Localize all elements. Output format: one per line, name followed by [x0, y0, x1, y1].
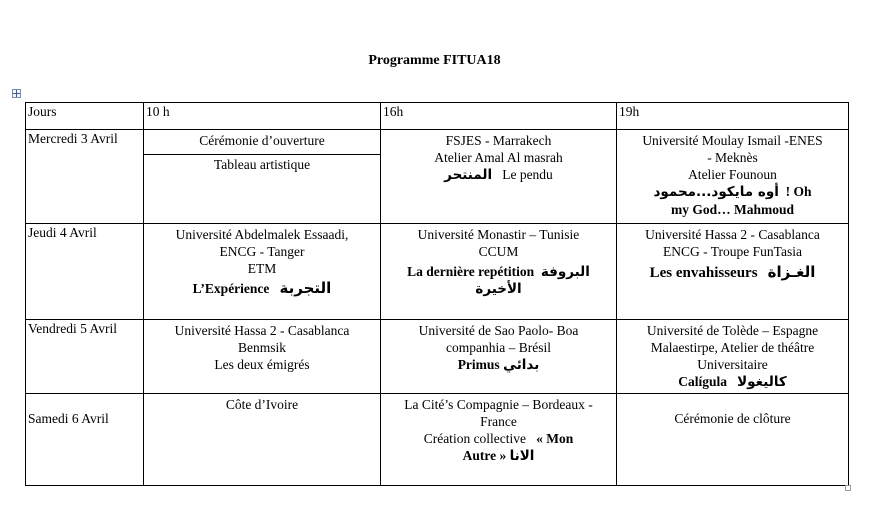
cell-line: FSJES - Marrakech — [445, 133, 552, 148]
play-title: Autre » — [462, 448, 507, 463]
play-title: my God… Mahmoud — [670, 202, 795, 217]
header-10h: 10 h — [144, 103, 381, 130]
play-title: Primus — [457, 357, 500, 372]
cell-line: ENCG - Tanger — [219, 244, 305, 259]
play-title: Calígula — [678, 374, 727, 389]
program-table — [25, 102, 849, 486]
cell-line: - Meknès — [707, 150, 758, 165]
cell-10h — [144, 130, 381, 224]
arabic-title: المنتحر — [444, 167, 493, 183]
cell-line: Malaestirpe, Atelier de théâtre — [650, 340, 815, 355]
cell-line: Création collective — [423, 431, 527, 446]
arabic-title: الانا — [509, 448, 535, 464]
header-16h: 16h — [381, 103, 617, 130]
cell-line: France — [480, 414, 517, 429]
cell-10h-top: Cérémonie d’ouverture — [144, 132, 380, 155]
cell-16h — [381, 224, 617, 320]
cell-line: Université Hassa 2 - Casablanca — [645, 227, 820, 242]
cell-line: companhia – Brésil — [446, 340, 551, 355]
cell-16h — [381, 130, 617, 224]
cell-10h-bottom: Tableau artistique — [213, 157, 311, 172]
cell-line: Benmsik — [237, 340, 286, 355]
day-cell: Samedi 6 Avril — [26, 394, 144, 486]
play-title: « Mon — [536, 431, 574, 446]
table-header-row — [26, 103, 849, 130]
play-title: La dernière repétition — [407, 264, 535, 279]
cell-line: ETM — [247, 261, 277, 276]
cell-line: Atelier Founoun — [688, 167, 777, 182]
day-cell: Vendredi 5 Avril — [26, 320, 144, 394]
table-row — [26, 224, 849, 320]
table-resize-handle-icon[interactable] — [845, 485, 851, 491]
cell-line: Université Hassa 2 - Casablanca — [174, 323, 350, 338]
cell-line: Atelier Amal Al masrah — [434, 150, 563, 165]
play-title: Les envahisseurs — [649, 265, 758, 281]
arabic-title: أوه مايكود...محمود — [653, 184, 779, 200]
cell-16h — [381, 320, 617, 394]
cell-16h — [381, 394, 617, 486]
play-title: Le pendu — [502, 167, 553, 182]
table-row — [26, 394, 849, 486]
cell-line: Université Moulay Ismail -ENES — [642, 133, 823, 148]
cell-line: ENCG - Troupe FunTasia — [663, 244, 802, 259]
arabic-title: الأخيرة — [475, 281, 522, 297]
arabic-title: التجربة — [279, 279, 332, 297]
cell-19h — [617, 130, 849, 224]
cell-line: Université de Sao Paolo- Boa — [418, 323, 579, 338]
cell-10h — [144, 224, 381, 320]
table-row — [26, 320, 849, 394]
cell-line: Universitaire — [697, 357, 768, 372]
day-cell: Mercredi 3 Avril — [26, 130, 144, 224]
play-title: L’Expérience — [192, 281, 270, 296]
arabic-title: كاليغولا — [737, 374, 787, 390]
cell-19h — [617, 320, 849, 394]
table-row — [26, 130, 849, 224]
cell-line: Université Monastir – Tunisie — [417, 227, 580, 242]
arabic-title: البروفة — [540, 264, 590, 280]
header-19h: 19h — [617, 103, 849, 130]
page-title: Programme FITUA18 — [368, 53, 501, 68]
cell-line: Université Abdelmalek Essaadi, — [175, 227, 349, 242]
arabic-title: الغـزاة — [767, 263, 816, 281]
cell-line: La Cité’s Compagnie – Bordeaux - — [404, 397, 593, 412]
cell-line: Université de Tolède – Espagne — [646, 323, 819, 338]
day-cell: Jeudi 4 Avril — [26, 224, 144, 320]
header-days: Jours — [26, 103, 144, 130]
cell-10h: Côte d’Ivoire — [144, 394, 381, 486]
table-move-handle-icon[interactable] — [12, 89, 21, 98]
cell-line: CCUM — [478, 244, 519, 259]
cell-19h — [617, 224, 849, 320]
play-title: ! Oh — [785, 184, 812, 199]
cell-19h: Cérémonie de clôture — [617, 394, 849, 486]
arabic-title: بدائي — [503, 357, 540, 373]
play-title: Les deux émigrés — [214, 357, 310, 372]
cell-10h — [144, 320, 381, 394]
